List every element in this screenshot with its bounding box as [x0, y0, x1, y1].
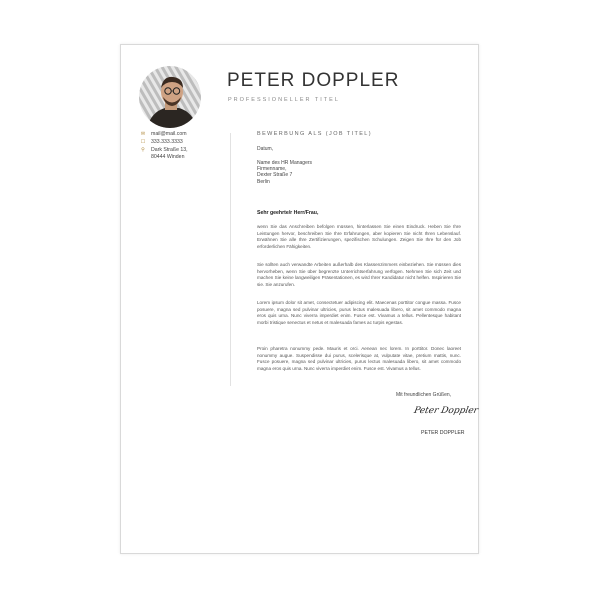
contact-block [139, 131, 188, 162]
recipient-line: Firmenname, [257, 166, 287, 173]
location-pin-icon: ⚲ [141, 146, 145, 153]
contact-city: 80444 Winden [151, 154, 185, 161]
portrait-image [139, 66, 201, 128]
vertical-divider [230, 133, 231, 386]
handwritten-signature: Peter Doppler [412, 406, 479, 416]
body-paragraph: Proin pharetra nonummy pede. Mauris et orci. Aenean nec lorem. In porttitor. Donec laoreet nonummy augue. Suspendisse dui purus, scelerisque at, vulputate vitae, pretium mattis, nunc. Fusce posuere, magna sed pulvinar ultricies, purus lectus malesuada libero, sit amet commodo magna eros quis urna. Nunc viverra imperdiet enim. Fusce est. Vivamus a tellus. [257, 346, 461, 372]
recipient-line: Dexter Straße 7 [257, 172, 293, 179]
applicant-name: PETER DOPPLER [227, 70, 400, 91]
letter-date: Datum, [257, 146, 274, 152]
contact-phone: 333.333.3333 [151, 138, 183, 145]
contact-email[interactable]: mail@mail.com [151, 131, 187, 137]
recipient-line: Name des HR Managers [257, 160, 313, 166]
body-paragraph: Lorem ipsum dolor sit amet, consectetuer adipiscing elit. Maecenas porttitor congue massa. Fusce posuere, magna sed pulvinar ultricies, purus lectus malesuada libero, sit amet commodo magna eros quis urna. Nunc viverra imperdiet enim. Fusce est. Vivamus a tellus. Pellentesque habitant morbi tristique senectus et netus et malesuada fames ac turpis egestas. [257, 300, 461, 326]
envelope-icon: ✉ [140, 131, 146, 137]
job-title-heading: BEWERBUNG ALS (JOB TITEL) [257, 131, 372, 137]
contact-address-row [139, 147, 188, 155]
recipient-address [257, 160, 312, 185]
phone-icon: ☐ [140, 138, 146, 145]
closing-phrase: Mit freundlichen Grüßen, [396, 392, 452, 398]
recipient-line: Berlin [257, 178, 270, 185]
professional-title: PROFESSIONELLER TITEL [228, 97, 340, 103]
contact-phone-row [139, 139, 188, 147]
profile-photo [139, 66, 201, 128]
contact-email-row [139, 131, 188, 139]
signed-name: PETER DOPPLER [421, 430, 465, 436]
salutation: Sehr geehrte/r Herr/Frau, [257, 210, 319, 216]
body-paragraph: wenn Sie das Anschreiben befolgen müssen, hinterlassen Sie einen Eindruck. Heben Sie Ihre Leistungen hervor, beschreiben Sie Ihre Erfahrungen, aber kopieren Sie nicht Ihren Lebenslauf. Erwähnen Sie alle Ihre Zertifizierungen, spezifischen Schulungen. Zeigen Sie Ihre für den Job erforderlichen Fähigkeiten. [257, 224, 461, 250]
body-paragraph: Sie sollten auch verwandte Arbeiten außerhalb des Klassenzimmers einbeziehen. Sie müssen dies hervorheben, wenn Sie über begrenzte Unterrichtserfahrung verfügen. Nehmen Sie sich Zeit und machen Sie keine langweiligen Präsentationen, es wird Ihrer Kandidatur nicht helfen. Inspirieren Sie sie. Sie anzurufen. [257, 262, 461, 288]
contact-street: Dark Straße 13, [151, 146, 188, 153]
